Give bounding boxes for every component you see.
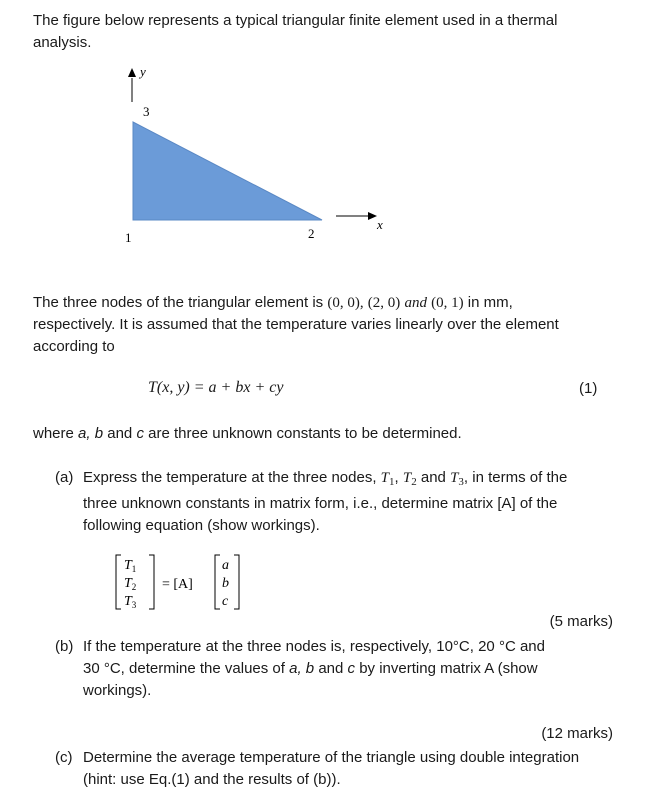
- node-coords-2: (2, 0): [367, 295, 401, 311]
- part-b-var-ab: a, b: [289, 660, 315, 677]
- matrix-equation: [112, 553, 272, 613]
- part-a-sep: ,: [394, 469, 403, 486]
- part-b: [55, 636, 615, 706]
- triangle-element-figure: [100, 62, 400, 252]
- x-axis-arrowhead: [368, 212, 377, 220]
- node-coords-1: (0, 0),: [327, 295, 364, 311]
- equation-1: [148, 379, 283, 397]
- equation-text: T(x, y) = a + bx + cy: [148, 379, 284, 396]
- matrix-t2: $T_2$: [124, 576, 137, 592]
- part-b-line-3: workings).: [83, 682, 152, 699]
- part-b-line-2-before: 30 °C, determine the values of: [83, 660, 290, 677]
- y-axis-label: y: [140, 64, 146, 79]
- nodes-text-before: The three nodes of the triangular element is: [33, 294, 328, 311]
- y-axis-arrowhead: [128, 68, 136, 77]
- node-label-2: 2: [308, 226, 315, 241]
- node-label-1: 1: [125, 230, 132, 245]
- nodes-paragraph: [33, 292, 613, 358]
- part-a-marks: (5 marks): [549, 613, 613, 630]
- t3-symbol: $T_3$: [450, 470, 464, 488]
- part-b-line-1: If the temperature at the three nodes is, respectively, 10°C, 20 °C and: [83, 638, 545, 655]
- matrix-equals-A: = [A]: [162, 577, 193, 592]
- part-b-and: and: [314, 660, 348, 677]
- part-b-text: [83, 636, 613, 702]
- node-label-3: 3: [143, 104, 150, 119]
- where-text-before: where: [33, 425, 79, 442]
- part-a-text: [83, 467, 613, 537]
- part-c-label: (c): [55, 749, 73, 766]
- part-c-line-2: (hint: use Eq.(1) and the results of (b)).: [83, 771, 341, 788]
- t1-symbol: $T_1$: [380, 470, 395, 488]
- part-a-text-after: , in terms of the: [463, 469, 568, 486]
- nodes-line-3: according to: [33, 338, 115, 355]
- intro-line-1: The figure below represents a typical triangular finite element used in a thermal: [33, 12, 558, 29]
- matrix-t3: $T_3$: [124, 594, 137, 610]
- part-c-text: [83, 747, 613, 791]
- node-coords-3: (0, 1): [431, 295, 464, 311]
- where-var-ab: a, b: [78, 425, 104, 442]
- where-paragraph: [33, 423, 613, 445]
- matrix-c: c: [222, 594, 229, 609]
- equation-number: (1): [579, 380, 598, 397]
- part-a-and: and: [416, 469, 451, 486]
- part-b-var-c: c: [347, 660, 356, 677]
- part-a: [55, 467, 615, 537]
- part-a-label: (a): [55, 469, 74, 486]
- where-and: and: [103, 425, 137, 442]
- part-b-line-2-after: by inverting matrix A (show: [355, 660, 538, 677]
- part-b-marks: (12 marks): [541, 725, 613, 742]
- part-c: [55, 747, 615, 793]
- and-word: and: [404, 295, 427, 311]
- part-a-text-before: Express the temperature at the three nodes,: [83, 469, 381, 486]
- matrix-a: a: [222, 558, 229, 573]
- part-a-line-2: three unknown constants in matrix form, i.e., determine matrix [A] of the: [83, 495, 558, 512]
- t2-symbol: $T_2$: [402, 470, 417, 488]
- triangle-element: [133, 122, 322, 220]
- part-c-line-1: Determine the average temperature of the triangle using double integration: [83, 749, 580, 766]
- intro-line-2: analysis.: [33, 34, 92, 51]
- x-axis-label: x: [377, 217, 383, 232]
- intro-paragraph: [33, 10, 613, 54]
- matrix-t1: $T_1$: [124, 558, 137, 574]
- part-b-label: (b): [55, 638, 74, 655]
- nodes-text-after: in mm,: [463, 294, 513, 311]
- matrix-b: b: [222, 576, 229, 591]
- where-var-c: c: [136, 425, 144, 442]
- nodes-line-2: respectively. It is assumed that the temperature varies linearly over the element: [33, 316, 559, 333]
- part-a-line-3: following equation (show workings).: [83, 517, 320, 534]
- where-text-after: are three unknown constants to be determined.: [143, 425, 462, 442]
